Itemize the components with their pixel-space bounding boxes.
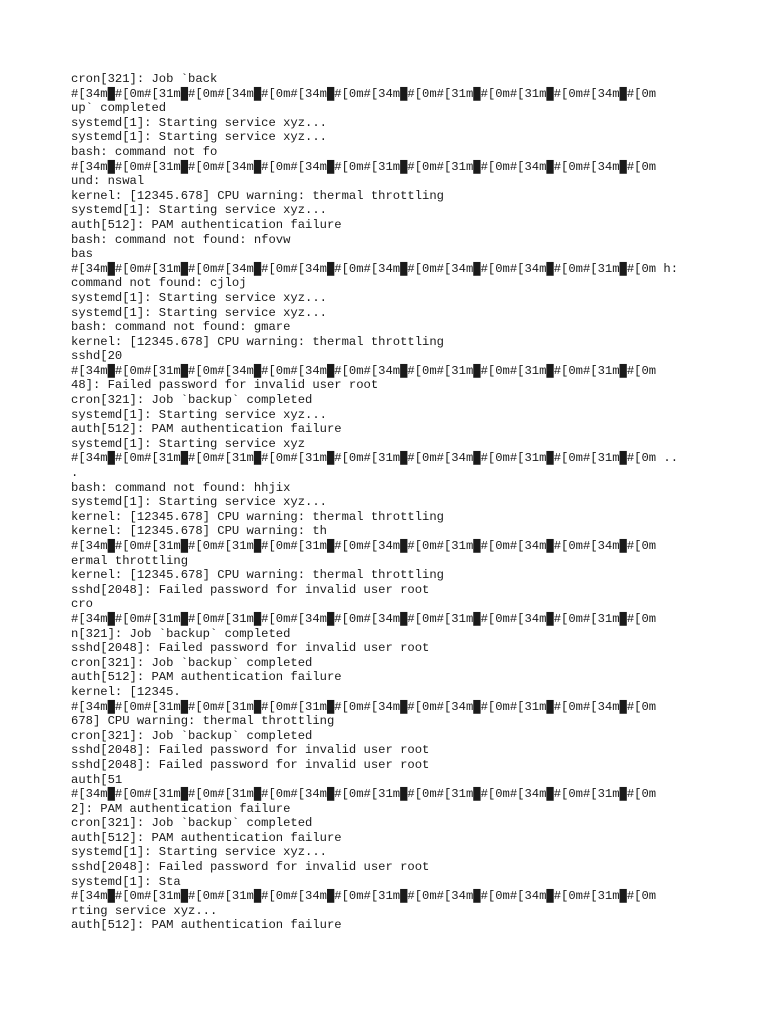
log-line: kernel: [12345.678] CPU warning: thermal throttling xyxy=(71,568,444,583)
log-line: n[321]: Job `backup` completed xyxy=(71,626,291,641)
log-line: systemd[1]: Starting service xyz xyxy=(71,436,306,451)
log-line: bash: command not found: nfovw xyxy=(71,232,291,247)
log-line: kernel: [12345. xyxy=(71,684,181,699)
log-line: cron[321]: Job `backup` completed xyxy=(71,393,313,408)
log-line: auth[512]: PAM authentication failure xyxy=(71,422,342,437)
log-line: #[34m█#[0m#[31m█#[0m#[31m█#[0m#[31m█#[0m#[31m█#[0m#[34m█#[0m#[31m█#[0m#[31m█#[0m .. xyxy=(71,451,679,466)
log-line: kernel: [12345.678] CPU warning: thermal throttling xyxy=(71,509,444,524)
log-line: rting service xyz... xyxy=(71,903,218,918)
log-line: systemd[1]: Starting service xyz... xyxy=(71,407,327,422)
log-line: 48]: Failed password for invalid user root xyxy=(71,378,379,393)
log-line: . xyxy=(71,466,79,481)
log-line: 2]: PAM authentication failure xyxy=(71,801,291,816)
log-line: systemd[1]: Starting service xyz... xyxy=(71,495,327,510)
log-line: sshd[2048]: Failed password for invalid user root xyxy=(71,582,430,597)
log-line: sshd[2048]: Failed password for invalid user root xyxy=(71,743,430,758)
log-line: systemd[1]: Starting service xyz... xyxy=(71,845,327,860)
log-line: bash: command not found: hhjix xyxy=(71,480,291,495)
log-line: systemd[1]: Starting service xyz... xyxy=(71,203,327,218)
log-line: sshd[20 xyxy=(71,349,123,364)
log-line: cron[321]: Job `backup` completed xyxy=(71,816,313,831)
log-line: cro xyxy=(71,597,93,612)
log-line: systemd[1]: Starting service xyz... xyxy=(71,305,327,320)
log-line: kernel: [12345.678] CPU warning: thermal throttling xyxy=(71,188,444,203)
log-line: systemd[1]: Starting service xyz... xyxy=(71,290,327,305)
log-line: #[34m█#[0m#[31m█#[0m#[34m█#[0m#[34m█#[0m#[34m█#[0m#[31m█#[0m#[31m█#[0m#[31m█#[0m xyxy=(71,363,657,378)
log-line: kernel: [12345.678] CPU warning: thermal throttling xyxy=(71,334,444,349)
log-line: bas xyxy=(71,247,93,262)
log-line: #[34m█#[0m#[31m█#[0m#[31m█#[0m#[34m█#[0m#[34m█#[0m#[31m█#[0m#[34m█#[0m#[31m█#[0m xyxy=(71,611,657,626)
terminal-log-output xyxy=(71,72,761,933)
log-line: und: nswal xyxy=(71,174,145,189)
log-line: systemd[1]: Starting service xyz... xyxy=(71,130,327,145)
log-line: auth[512]: PAM authentication failure xyxy=(71,918,342,933)
log-line: #[34m█#[0m#[31m█#[0m#[31m█#[0m#[31m█#[0m#[34m█#[0m#[34m█#[0m#[31m█#[0m#[34m█#[0m xyxy=(71,699,657,714)
log-line: cron[321]: Job `backup` completed xyxy=(71,655,313,670)
log-line: #[34m█#[0m#[31m█#[0m#[34m█#[0m#[34m█#[0m#[34m█#[0m#[31m█#[0m#[31m█#[0m#[34m█#[0m xyxy=(71,86,657,101)
log-line: ermal throttling xyxy=(71,553,189,568)
log-line: sshd[2048]: Failed password for invalid user root xyxy=(71,641,430,656)
log-line: up` completed xyxy=(71,101,167,116)
log-line: sshd[2048]: Failed password for invalid user root xyxy=(71,860,430,875)
log-line: cron[321]: Job `backup` completed xyxy=(71,728,313,743)
log-line: systemd[1]: Starting service xyz... xyxy=(71,115,327,130)
log-line: kernel: [12345.678] CPU warning: th xyxy=(71,524,327,539)
log-line: 678] CPU warning: thermal throttling xyxy=(71,714,335,729)
log-line: bash: command not found: gmare xyxy=(71,320,291,335)
log-line: #[34m█#[0m#[31m█#[0m#[34m█#[0m#[34m█#[0m#[31m█#[0m#[31m█#[0m#[34m█#[0m#[34m█#[0m xyxy=(71,159,657,174)
log-line: bash: command not fo xyxy=(71,144,218,159)
log-line: systemd[1]: Sta xyxy=(71,874,181,889)
log-line: command not found: cjloj xyxy=(71,276,247,291)
log-line: cron[321]: Job `back xyxy=(71,72,218,86)
log-line: auth[512]: PAM authentication failure xyxy=(71,830,342,845)
log-line: sshd[2048]: Failed password for invalid user root xyxy=(71,757,430,772)
log-line: auth[512]: PAM authentication failure xyxy=(71,670,342,685)
log-line: auth[512]: PAM authentication failure xyxy=(71,217,342,232)
log-line: #[34m█#[0m#[31m█#[0m#[34m█#[0m#[34m█#[0m#[34m█#[0m#[34m█#[0m#[34m█#[0m#[31m█#[0m h: xyxy=(71,261,679,276)
log-line: #[34m█#[0m#[31m█#[0m#[31m█#[0m#[34m█#[0m#[31m█#[0m#[31m█#[0m#[34m█#[0m#[31m█#[0m xyxy=(71,787,657,802)
log-line: #[34m█#[0m#[31m█#[0m#[31m█#[0m#[34m█#[0m#[31m█#[0m#[34m█#[0m#[34m█#[0m#[31m█#[0m xyxy=(71,889,657,904)
log-line: auth[51 xyxy=(71,772,123,787)
log-line: #[34m█#[0m#[31m█#[0m#[31m█#[0m#[31m█#[0m#[34m█#[0m#[31m█#[0m#[34m█#[0m#[34m█#[0m xyxy=(71,539,657,553)
